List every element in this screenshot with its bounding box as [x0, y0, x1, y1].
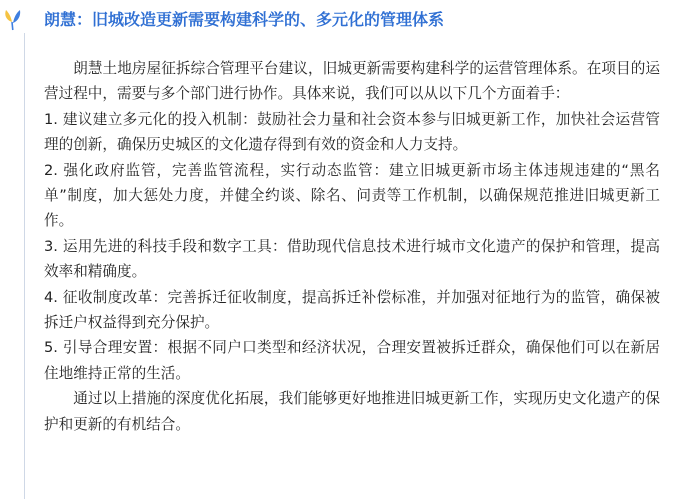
article-title: 朗慧：旧城改造更新需要构建科学的、多元化的管理体系: [44, 10, 445, 29]
list-item: 5. 引导合理安置：根据不同户口类型和经济状况，合理安置被拆迁群众，确保他们可以在新居住地维持正常的生活。: [44, 339, 660, 382]
list-item: 3. 运用先进的科技手段和数字工具：借助现代信息技术进行城市文化遗产的保护和管理，提高效率和精确度。: [44, 237, 660, 281]
left-divider: [24, 33, 25, 499]
list-item: 4. 征收制度改革：完善拆迁征收制度，提高拆迁补偿标准，并加强对征地行为的监管，确保被拆迁户权益得到充分保护。: [44, 288, 660, 332]
leaf-icon: [1, 8, 23, 32]
list-item: 2. 强化政府监管，完善监管流程，实行动态监管：建立旧城更新市场主体违规违建的“黑名单”制度，加大惩处力度，并健全约谈、除名、问责等工作机制，以确保规范推进旧城更新工作。: [44, 161, 660, 230]
intro-paragraph: 朗慧土地房屋征拆综合管理平台建议，旧城更新需要构建科学的运营管理体系。在项目的运营过程中，需要与多个部门进行协作。具体来说，我们可以从以下几个方面着手：: [44, 60, 660, 103]
article-body: [44, 56, 660, 437]
conclusion-paragraph: 通过以上措施的深度优化拓展，我们能够更好地推进旧城更新工作，实现历史文化遗产的保护和更新的有机结合。: [44, 390, 660, 433]
list-item: 1. 建议建立多元化的投入机制：鼓励社会力量和社会资本参与旧城更新工作，加快社会运营管理的创新，确保历史城区的文化遗存得到有效的资金和人力支持。: [44, 110, 660, 154]
